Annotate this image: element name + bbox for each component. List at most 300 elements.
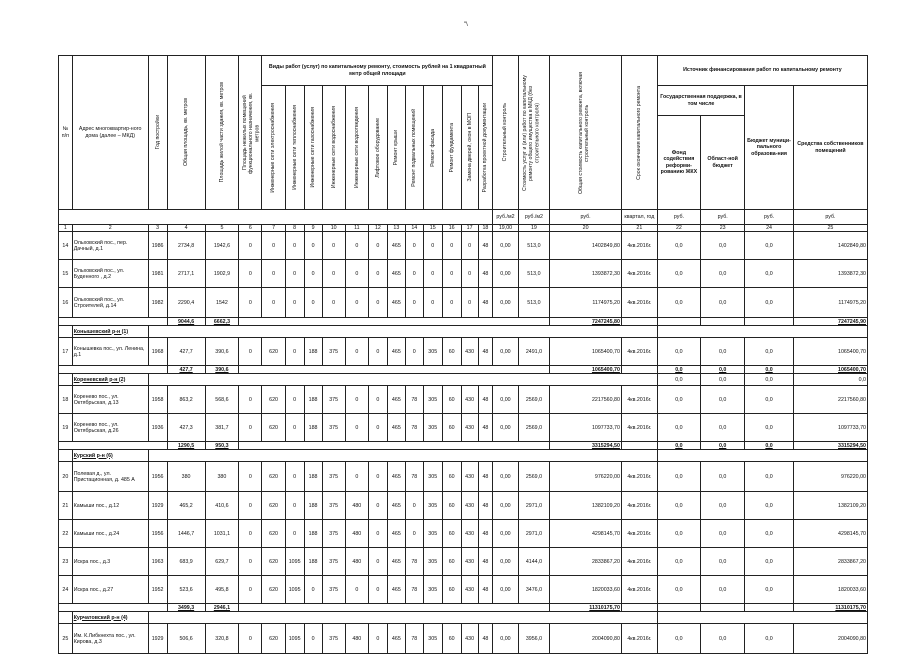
control-cell: 0,00 [493,338,518,366]
subtotal-living-area: 6662,3 [205,318,239,326]
work-cost-cell: 0 [423,288,442,318]
work-cost-cell: 305 [423,492,442,520]
work-cost-cell: 430 [461,624,478,654]
work-cost-cell: 60 [442,624,461,654]
table-row [59,548,868,576]
address-cell: Камыши пос., д.12 [72,492,148,520]
owners-cell: 1174975,20 [793,288,867,318]
owners-cell: 1382109,20 [793,492,867,520]
table-header [59,56,868,232]
header-year-cell [148,56,167,210]
work-cost-cell: 0 [262,288,285,318]
control-cell: 0,00 [493,548,518,576]
unit-rub-m2-b: руб./м2 [518,210,550,225]
deadline-cell: 4кв.2016г. [621,386,657,414]
work-cost-cell: 430 [461,520,478,548]
work-cost-cell: 60 [442,386,461,414]
district-blank [59,374,73,386]
total-area-cell: 2717,1 [167,260,205,288]
fund-cell: 0,0 [657,338,700,366]
subtotal-blank [239,442,550,450]
work-cost-cell: 0 [368,288,387,318]
work-cost-cell: 78 [405,414,423,442]
work-cost-cell: 78 [405,624,423,654]
total-area-cell: 1446,7 [167,520,205,548]
nonres-area-cell: 0 [239,260,262,288]
work-cost-cell: 78 [405,576,423,604]
column-number: 14 [405,225,423,232]
total-area-cell: 683,9 [167,548,205,576]
total-cost-cell: 2833867,20 [550,548,622,576]
deadline-cell: 4кв.2016г. [621,624,657,654]
header-heat: Инженерные сети теплоснабжения [291,105,298,190]
work-cost-cell: 78 [405,548,423,576]
municipal-cell: 0,0 [745,288,794,318]
subtotal-blank [239,366,550,374]
work-cost-cell: 0 [304,624,322,654]
work-cost-cell: 0 [322,232,345,260]
living-area-cell: 381,7 [205,414,239,442]
work-cost-cell: 430 [461,576,478,604]
year-cell: 1986 [148,232,167,260]
work-cost-cell: 0 [368,492,387,520]
work-cost-cell: 60 [442,338,461,366]
district-blank [657,326,867,338]
district-name: Кореневский р-н (2) [72,374,148,386]
fund-cell: 0,0 [657,462,700,492]
work-cost-cell: 465 [387,260,405,288]
header-owners: Средства собственников помещений [793,86,867,210]
work-cost-cell: 465 [387,624,405,654]
header-gas-cell [304,86,322,210]
municipal-cell: 0,0 [745,338,794,366]
work-cost-cell: 305 [423,386,442,414]
header-unit-cost-cell [518,56,550,210]
header-doors-cell [461,86,478,210]
nonres-area-cell: 0 [239,386,262,414]
nonres-area-cell: 0 [239,462,262,492]
table-row [59,520,868,548]
fund-cell: 0,0 [657,232,700,260]
subtotal-living-area: 2946,1 [205,604,239,612]
owners-cell: 4298145,70 [793,520,867,548]
work-cost-cell: 375 [322,576,345,604]
table-row [59,232,868,260]
municipal-cell: 0,0 [745,414,794,442]
total-cost-cell: 1065400,70 [550,338,622,366]
work-cost-cell: 0 [322,288,345,318]
total-area-cell: 427,7 [167,338,205,366]
work-cost-cell: 620 [262,386,285,414]
work-cost-cell: 465 [387,520,405,548]
work-cost-cell: 0 [405,492,423,520]
header-nonres-area-cell [239,56,262,210]
header-water-cell [322,86,345,210]
header-deadline: Срок окончания капитального ремонта [636,85,643,180]
work-cost-cell: 188 [304,548,322,576]
work-cost-cell: 465 [387,232,405,260]
column-number: 12 [368,225,387,232]
work-cost-cell: 0 [285,260,304,288]
row-number: 22 [59,520,73,548]
work-cost-cell: 305 [423,624,442,654]
work-cost-cell: 375 [322,386,345,414]
unit-cost-cell: 3476,0 [518,576,550,604]
work-cost-cell: 0 [368,414,387,442]
district-blank [59,450,73,462]
table-row [59,576,868,604]
row-number: 14 [59,232,73,260]
subtotal-municipal [745,604,794,612]
work-cost-cell: 430 [461,548,478,576]
header-year: Год постройки [154,115,161,150]
unit-rub-reg: руб. [701,210,745,225]
unit-cost-cell: 2569,0 [518,386,550,414]
district-blank [148,374,657,386]
row-number: 16 [59,288,73,318]
regional-cell: 0,0 [701,288,745,318]
work-cost-cell: 78 [405,386,423,414]
subtotal-fund [657,604,700,612]
district-blank [148,326,657,338]
year-cell: 1952 [148,576,167,604]
subtotal-total-area: 1290,5 [167,442,205,450]
work-cost-cell: 0 [442,232,461,260]
regional-cell: 0,0 [701,520,745,548]
living-area-cell: 320,8 [205,624,239,654]
header-water: Инженерные сети водоснабжения [330,106,337,189]
header-control-cell [493,56,518,210]
work-cost-cell: 0 [368,260,387,288]
work-cost-cell: 375 [322,492,345,520]
header-facade: Ремонт фасада [429,128,436,167]
row-number: 18 [59,386,73,414]
work-cost-cell: 430 [461,492,478,520]
header-deadline-cell [621,56,657,210]
unit-cost-cell: 2569,0 [518,414,550,442]
header-living-area: Площадь жилой части здания, кв. метров [218,82,225,183]
work-cost-cell: 48 [478,520,493,548]
work-cost-cell: 0 [405,232,423,260]
work-cost-cell: 188 [304,338,322,366]
deadline-cell: 4кв.2016г. [621,338,657,366]
total-cost-cell: 1820033,60 [550,576,622,604]
living-area-cell: 1942,6 [205,232,239,260]
work-cost-cell: 480 [345,520,368,548]
column-number: 24 [745,225,794,232]
work-cost-cell: 465 [387,548,405,576]
column-number: 16 [442,225,461,232]
work-cost-cell: 620 [262,492,285,520]
work-cost-cell: 0 [461,232,478,260]
work-cost-cell: 620 [262,462,285,492]
regional-cell: 0,0 [701,576,745,604]
table-row [59,414,868,442]
work-cost-cell: 188 [304,492,322,520]
column-numbers-row [59,225,868,232]
living-area-cell: 1542 [205,288,239,318]
control-cell: 0,00 [493,576,518,604]
work-cost-cell: 0 [368,462,387,492]
column-number: 17 [461,225,478,232]
header-lift-cell [368,86,387,210]
column-number: 19,00 [493,225,518,232]
header-foundation: Ремонт фундамента [448,122,455,173]
municipal-cell: 0,0 [745,492,794,520]
year-cell: 1968 [148,338,167,366]
subtotal-owners: 7247245,90 [793,318,867,326]
district-municipal: 0,0 [745,374,794,386]
work-cost-cell: 1095 [285,576,304,604]
district-blank [59,612,73,624]
work-cost-cell: 0 [285,462,304,492]
work-cost-cell: 60 [442,462,461,492]
control-cell: 0,00 [493,462,518,492]
subtotal-living-area: 950,3 [205,442,239,450]
owners-cell: 1820033,60 [793,576,867,604]
work-cost-cell: 48 [478,260,493,288]
column-number: 25 [793,225,867,232]
row-number: 24 [59,576,73,604]
work-cost-cell: 305 [423,548,442,576]
work-cost-cell: 0 [345,288,368,318]
address-cell: Конышевка пос., ул. Ленина, д.1 [72,338,148,366]
work-cost-cell: 0 [262,232,285,260]
table-row [59,338,868,366]
deadline-cell: 4кв.2016г. [621,462,657,492]
total-cost-cell: 1174975,20 [550,288,622,318]
subtotal-cost: 3315294,50 [550,442,622,450]
total-cost-cell: 2217560,80 [550,386,622,414]
work-cost-cell: 48 [478,232,493,260]
fund-cell: 0,0 [657,260,700,288]
header-unit-cost: Стоимость услуг и (или) работ по капитальному ремонту общего имущества в МКД (без строительного контроля) [521,74,541,191]
subtotal-row [59,366,868,374]
work-cost-cell: 480 [345,492,368,520]
subtotal-fund [657,318,700,326]
work-cost-cell: 0 [262,260,285,288]
work-cost-cell: 430 [461,462,478,492]
work-cost-cell: 0 [345,232,368,260]
unit-cost-cell: 2569,0 [518,462,550,492]
work-cost-cell: 620 [262,338,285,366]
unit-rub: руб. [550,210,622,225]
work-cost-cell: 0 [442,260,461,288]
living-area-cell: 380 [205,462,239,492]
work-cost-cell: 465 [387,414,405,442]
work-cost-cell: 78 [405,462,423,492]
work-cost-cell: 0 [285,414,304,442]
fund-cell: 0,0 [657,548,700,576]
row-number: 19 [59,414,73,442]
subtotal-blank [59,604,168,612]
regional-cell: 0,0 [701,232,745,260]
unit-quarter: квартал, год [621,210,657,225]
unit-cost-cell: 513,0 [518,288,550,318]
units-blank [59,210,493,225]
nonres-area-cell: 0 [239,624,262,654]
fund-cell: 0,0 [657,624,700,654]
header-total-cost-cell [550,56,622,210]
fund-cell: 0,0 [657,492,700,520]
work-cost-cell: 620 [262,624,285,654]
work-cost-cell: 188 [304,386,322,414]
work-cost-cell: 375 [322,462,345,492]
work-cost-cell: 620 [262,520,285,548]
control-cell: 0,00 [493,520,518,548]
work-cost-cell: 0 [345,260,368,288]
table-row [59,288,868,318]
unit-cost-cell: 513,0 [518,260,550,288]
regional-cell: 0,0 [701,386,745,414]
district-blank [59,326,73,338]
unit-cost-cell: 2491,0 [518,338,550,366]
address-cell: Искра пос., д.3 [72,548,148,576]
row-number: 23 [59,548,73,576]
work-cost-cell: 480 [345,624,368,654]
page-mark: "\ [464,22,468,28]
header-lift: Лифтовое оборудование [374,117,381,178]
address-cell: Ольховский пос., пер. Дачный, д.1 [72,232,148,260]
header-sewer: Инженерные сети водоотведения [353,106,360,188]
regional-cell: 0,0 [701,548,745,576]
work-cost-cell: 0 [368,338,387,366]
owners-cell: 1393872,30 [793,260,867,288]
work-cost-cell: 0 [461,288,478,318]
work-cost-cell: 305 [423,462,442,492]
district-row [59,612,868,624]
work-cost-cell: 48 [478,576,493,604]
fund-cell: 0,0 [657,386,700,414]
owners-cell: 1097733,70 [793,414,867,442]
year-cell: 1929 [148,624,167,654]
column-number: 5 [205,225,239,232]
work-cost-cell: 0 [345,338,368,366]
subtotal-blank [621,366,657,374]
subtotal-fund: 0,0 [657,366,700,374]
district-regional: 0,0 [701,374,745,386]
work-cost-cell: 0 [345,386,368,414]
work-cost-cell: 0 [345,576,368,604]
district-row [59,326,868,338]
work-cost-cell: 0 [442,288,461,318]
total-cost-cell: 1402849,80 [550,232,622,260]
header-project: Разработка проектной документации [482,102,489,193]
work-cost-cell: 375 [322,520,345,548]
owners-cell: 2217560,80 [793,386,867,414]
work-cost-cell: 430 [461,386,478,414]
subtotal-row [59,318,868,326]
owners-cell: 976220,00 [793,462,867,492]
column-number: 15 [423,225,442,232]
regional-cell: 0,0 [701,338,745,366]
deadline-cell: 4кв.2016г. [621,260,657,288]
work-cost-cell: 0 [461,260,478,288]
subtotal-blank [621,318,657,326]
total-area-cell: 863,2 [167,386,205,414]
regional-cell: 0,0 [701,624,745,654]
column-number: 21 [621,225,657,232]
column-number: 19 [518,225,550,232]
work-cost-cell: 465 [387,338,405,366]
work-cost-cell: 48 [478,386,493,414]
deadline-cell: 4кв.2016г. [621,288,657,318]
unit-rub-mun: руб. [745,210,794,225]
municipal-cell: 0,0 [745,624,794,654]
nonres-area-cell: 0 [239,288,262,318]
header-living-area-cell [205,56,239,210]
district-blank [148,450,657,462]
district-blank [148,612,657,624]
year-cell: 1929 [148,492,167,520]
work-cost-cell: 465 [387,492,405,520]
address-cell: Ольховский пос., ул. Строителей, д.14 [72,288,148,318]
column-number: 7 [262,225,285,232]
header-basement: Ремонт подвальных помещений [411,108,418,187]
owners-cell: 2004090,80 [793,624,867,654]
living-area-cell: 568,6 [205,386,239,414]
year-cell: 1956 [148,520,167,548]
subtotal-owners: 1065400,70 [793,366,867,374]
header-state-support: Государственная поддержка, в том числе [657,86,745,116]
work-cost-cell: 60 [442,520,461,548]
address-cell: Им. К.Либкнехта пос., ул. Кирова, д.3 [72,624,148,654]
address-cell: Полевая д., ул. Пристационная, д. 485 А [72,462,148,492]
work-cost-cell: 0 [285,386,304,414]
header-doors: Замена дверей, окон в МОП [466,113,473,182]
header-basement-cell [405,86,423,210]
column-number: 11 [345,225,368,232]
header-address: Адрес многоквартир-ного дома (далее – МКД) [72,56,148,210]
address-cell: Коренево пос., ул. Октябрьская, д.26 [72,414,148,442]
work-cost-cell: 0 [368,624,387,654]
work-cost-cell: 620 [262,414,285,442]
living-area-cell: 629,7 [205,548,239,576]
header-nonres-area: Площадь нежилых помещений функционального назначения, кв. метров [242,91,261,174]
work-cost-cell: 0 [345,462,368,492]
work-cost-cell: 375 [322,548,345,576]
subtotal-owners: 11310175,70 [793,604,867,612]
header-electric-cell [262,86,285,210]
work-cost-cell: 188 [304,520,322,548]
column-number: 22 [657,225,700,232]
work-cost-cell: 480 [345,548,368,576]
subtotal-row [59,442,868,450]
work-cost-cell: 0 [368,576,387,604]
header-control: Строительный контроль [502,103,509,162]
total-area-cell: 2290,4 [167,288,205,318]
header-heat-cell [285,86,304,210]
work-cost-cell: 465 [387,462,405,492]
unit-cost-cell: 2971,0 [518,492,550,520]
row-number: 21 [59,492,73,520]
work-cost-cell: 0 [285,338,304,366]
capital-repair-table-wrapper [58,55,868,654]
row-number: 15 [59,260,73,288]
capital-repair-table [58,55,868,654]
address-cell: Камыши пос., д.24 [72,520,148,548]
column-number: 23 [701,225,745,232]
nonres-area-cell: 0 [239,520,262,548]
nonres-area-cell: 0 [239,548,262,576]
fund-cell: 0,0 [657,576,700,604]
regional-cell: 0,0 [701,260,745,288]
column-number: 13 [387,225,405,232]
total-cost-cell: 1382109,20 [550,492,622,520]
work-cost-cell: 1095 [285,548,304,576]
header-fund: Фонд содействия реформи-рованию ЖКХ [657,116,700,210]
control-cell: 0,00 [493,232,518,260]
